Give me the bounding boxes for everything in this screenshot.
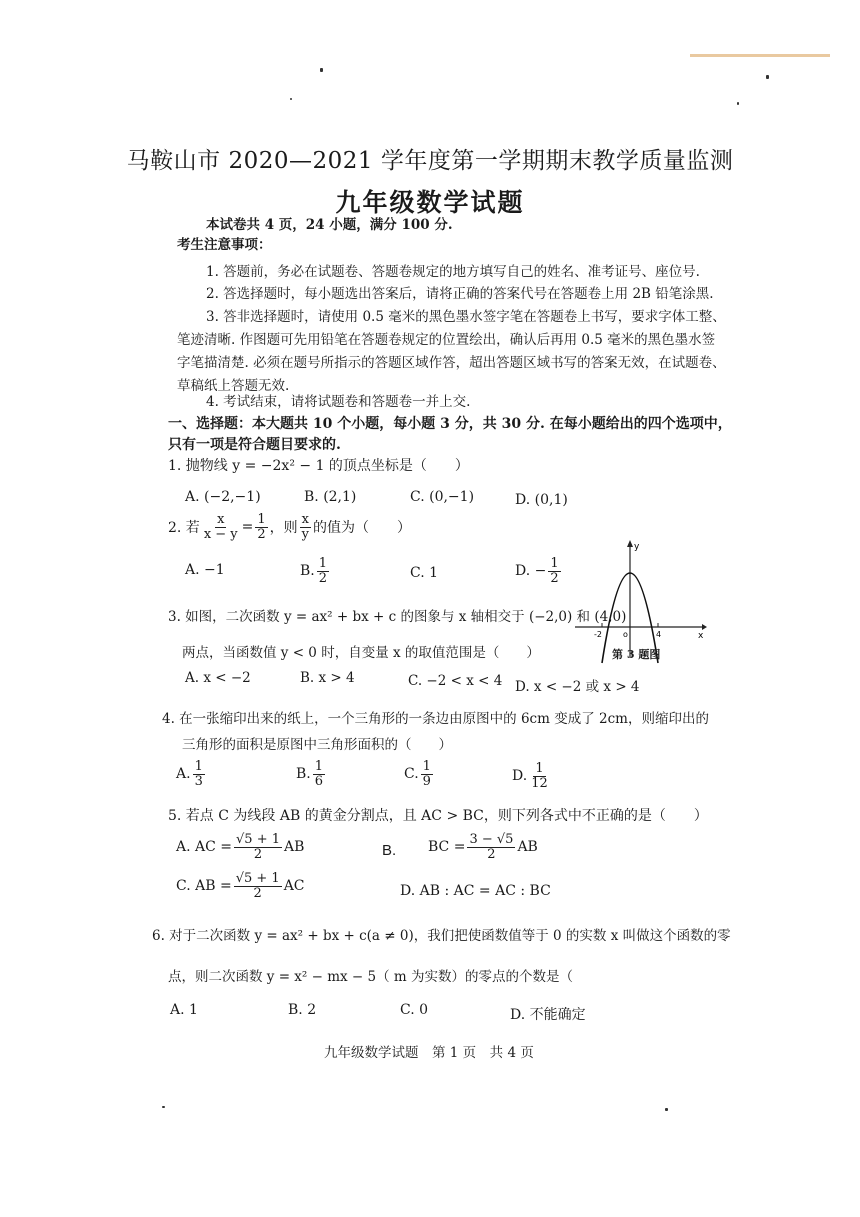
intro-line: 本试卷共 4 页，24 小题，满分 100 分. [206,217,453,233]
origin-label: o [623,630,628,639]
q4-optd-num: 1 [535,761,544,776]
question-3-line2: 两点，当函数值 y < 0 时，自变量 x 的取值范围是（ ） [182,645,540,661]
q5-optb-pre: BC = [428,839,466,856]
q3-option-b: B. x > 4 [300,670,355,686]
section-heading: 只有一项是符合题目要求的. [168,437,341,453]
q2-eq: = [241,519,254,536]
q2-optb-label: B. [300,563,315,580]
question-5-stem: 5. 若点 C 为线段 AB 的黄金分割点，且 AC > BC，则下列各式中不正确的是（ ） [168,808,708,824]
q5-optc-fraction [234,872,282,900]
notice-item: 4. 考试结束，请将试题卷和答题卷一并上交. [206,394,471,410]
notice-item: 字笔描清楚. 必须在题号所指示的答题区域作答，超出答题区域书写的答案无效，在试题卷、 [177,355,726,371]
q4-optb-den: 6 [314,773,324,789]
q2-optb-num: 1 [318,556,328,571]
q4-option-c [404,760,435,788]
q5-optc-post: AC [283,878,305,895]
y-axis-label: y [634,542,640,552]
q2-frac1-den: x − y [203,526,238,542]
q2-option-b [300,557,331,585]
q5-option-b-label: B. [382,842,397,859]
q1-option-b: B. (2,1) [304,489,357,505]
q2-option-a: A. −1 [185,562,225,578]
q4-optb-label: B. [296,766,311,783]
q4-opta-den: 3 [194,773,203,789]
q3-option-d: D. x < −2 或 x > 4 [515,679,640,695]
question-1-stem: 1. 抛物线 y = −2x² − 1 的顶点坐标是（ ） [168,458,469,474]
q4-optc-label: C. [404,766,419,783]
q2-optd-fraction [548,557,560,585]
q2-fraction [300,513,311,541]
q5-option-a [176,833,304,861]
q4-optc-den: 9 [422,773,431,789]
q2-frac3-den: y [301,526,310,542]
q4-option-b [296,760,327,788]
notice-item: 1. 答题前，务必在试题卷、答题卷规定的地方填写自己的姓名、准考证号、座位号. [206,264,700,280]
q2-option-c: C. 1 [410,565,439,581]
scan-speck [320,68,323,72]
question-6-line2: 点，则二次函数 y = x² − mx − 5（ m 为实数）的零点的个数是（ [168,969,574,985]
q5-opta-den: 2 [253,846,263,862]
q5-optc-pre: C. AB = [176,878,232,895]
question-4-line1: 4. 在一张缩印出来的纸上，一个三角形的一条边由原图中的 6cm 变成了 2cm，则缩印出的 [162,711,709,727]
q5-option-c [176,872,305,900]
question-6-line1: 6. 对于二次函数 y = ax² + bx + c(a ≠ 0)，我们把使函数值等于 0 的实数 x 叫做这个函数的零 [152,928,731,944]
q2-frac2-den: 2 [257,526,266,542]
q4-optb-fraction [313,760,325,788]
q4-opta-label: A. [176,766,191,783]
q3-option-a: A. x < −2 [185,670,251,686]
q4-option-d [512,762,552,790]
scan-speck [290,98,292,100]
q5-opta-num: √5 + 1 [236,832,280,847]
scan-speck [665,1108,668,1111]
tick-label-4: 4 [656,630,662,639]
q5-opta-pre: A. AC = [176,839,233,856]
q2-fraction [255,513,267,541]
q5-optc-num: √5 + 1 [235,871,280,886]
page-footer: 九年级数学试题 第 1 页 共 4 页 [324,1045,534,1061]
q5-optb-post: AB [517,839,538,856]
q3-option-c: C. −2 < x < 4 [408,673,503,689]
scan-speck [162,1106,165,1108]
q5-option-b [428,833,538,861]
q4-optd-label: D. [512,768,528,785]
notice-item: 3. 答非选择题时，请使用 0.5 毫米的黑色墨水签字笔在答题卷上书写，要求字体工整、 [206,309,726,325]
q6-option-b: B. 2 [288,1002,317,1018]
question-3-line1: 3. 如图，二次函数 y = ax² + bx + c 的图象与 x 轴相交于 (−2,0) 和 (4,0) [168,609,627,625]
q4-opta-fraction [193,760,205,788]
q6-option-d: D. 不能确定 [510,1007,586,1023]
q2-frac1-num: x [217,512,225,527]
q2-optd-num: 1 [550,556,559,571]
q5-option-d: D. AB : AC = AC : BC [400,883,551,899]
q2-optd-label: D. − [515,563,547,580]
q5-opta-fraction [234,833,282,861]
q5-optb-num: 3 − √5 [469,832,514,847]
scan-speck [737,102,739,105]
q2-prefix: 2. 若 [168,520,200,537]
q2-optb-fraction [317,557,329,585]
q2-mid: ，则 [269,520,298,537]
exam-title: 马鞍山市 2020—2021 学年度第一学期期末教学质量监测 [126,148,734,174]
q1-option-a: A. (−2,−1) [185,489,261,505]
x-axis-arrow [702,624,707,630]
notice-item: 2. 答选择题时，每小题选出答案后，请将正确的答案代号在答题卷上用 2B 铅笔涂黑. [206,286,714,302]
notice-item: 笔迹清晰. 作图题可先用铅笔在答题卷规定的位置绘出，确认后再用 0.5 毫米的黑色墨水签 [177,332,716,348]
q2-fraction [202,513,240,541]
section-heading: 一、选择题：本大题共 10 个小题，每小题 3 分，共 30 分. 在每小题给出的四个选项中， [168,416,732,432]
q4-optd-den: 12 [531,775,548,791]
q5-optb-den: 2 [487,846,496,862]
notice-item: 草稿纸上答题无效. [177,378,290,394]
q5-opta-post: AB [284,839,305,856]
q4-optc-num: 1 [422,759,431,774]
q4-optb-num: 1 [314,759,324,774]
q5-optb-fraction [467,833,515,861]
q2-option-d [515,557,563,585]
q2-frac2-num: 1 [257,512,266,527]
q2-suffix: 的值为（ ） [313,520,412,537]
q2-optd-den: 2 [550,570,559,586]
q1-option-c: C. (0,−1) [410,489,475,505]
q4-opta-num: 1 [194,759,203,774]
q2-frac3-num: x [301,512,310,527]
scan-mark [690,54,830,57]
x-axis-label: x [698,631,704,641]
exam-subtitle: 九年级数学试题 [335,188,525,217]
q6-option-a: A. 1 [170,1002,198,1018]
notice-heading: 考生注意事项： [177,237,272,253]
q5-optc-den: 2 [253,885,262,901]
q1-option-d: D. (0,1) [515,492,568,508]
q4-optd-fraction [529,762,550,790]
q2-optb-den: 2 [318,570,328,586]
question-4-line2: 三角形的面积是原图中三角形面积的（ ） [182,737,452,753]
q6-option-c: C. 0 [400,1002,429,1018]
q3-figure-caption: 第 3 题图 [612,648,661,661]
q4-option-a [176,760,207,788]
question-2-stem [168,513,411,541]
tick-label-neg2: -2 [594,630,602,639]
q4-optc-fraction [421,760,433,788]
y-axis-arrow [627,540,633,547]
scan-speck [766,75,769,79]
